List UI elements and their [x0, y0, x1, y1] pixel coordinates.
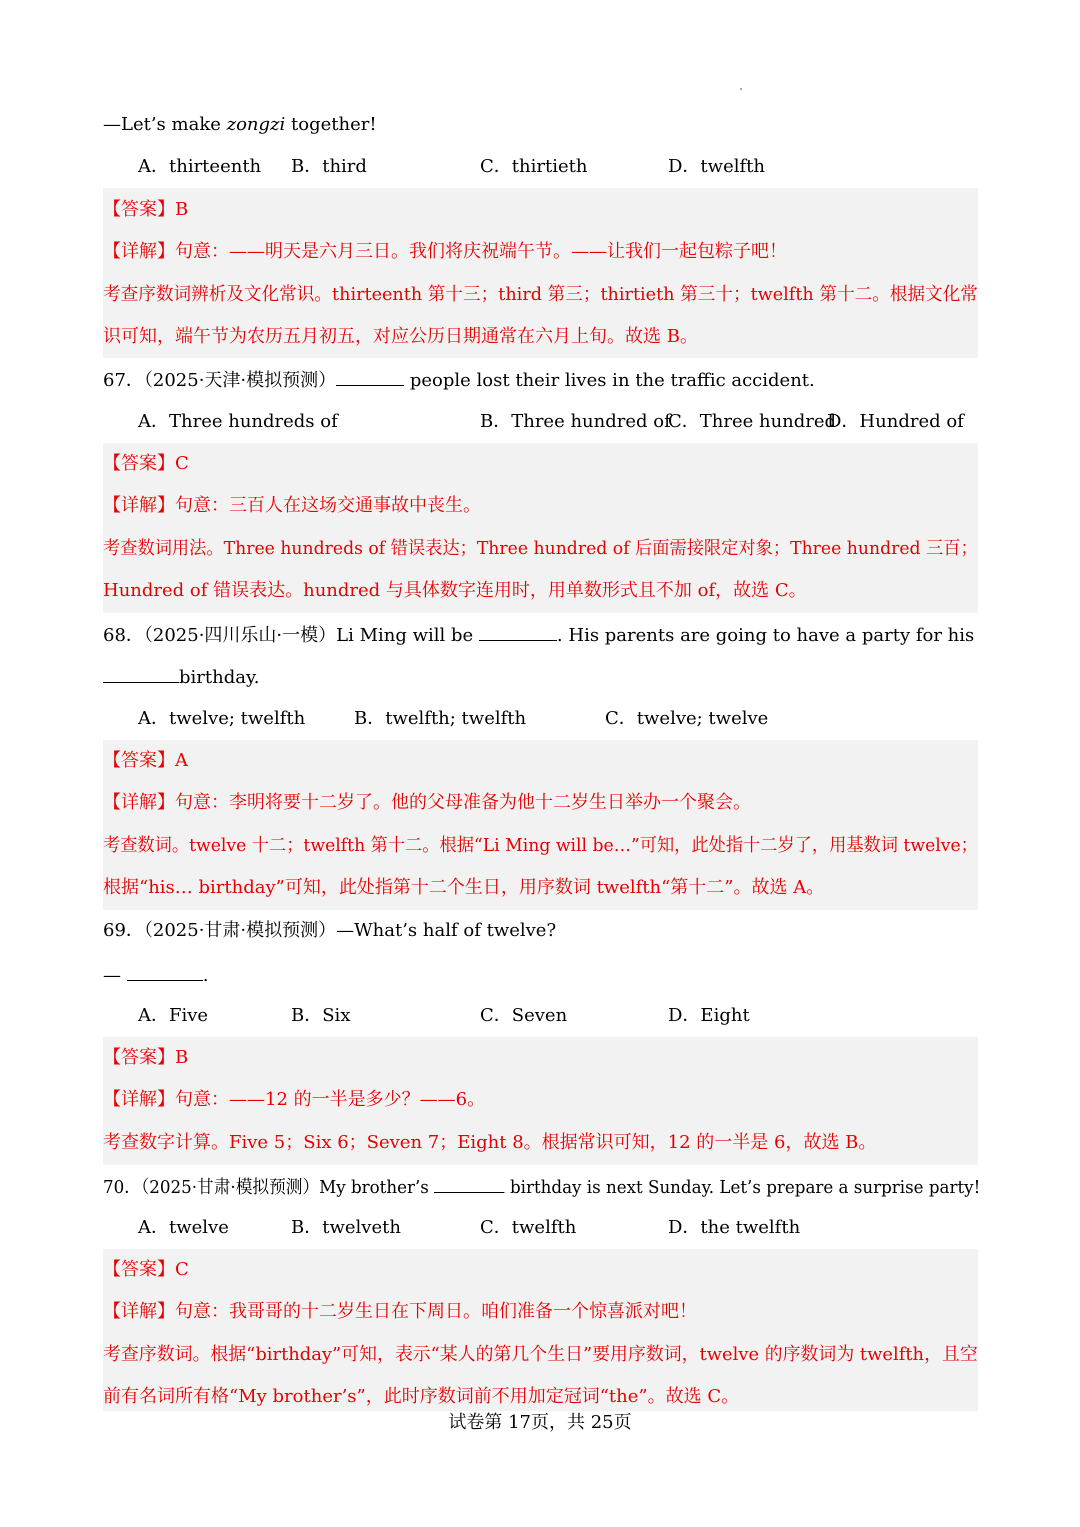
q68-option-c: C．twelve; twelve — [605, 708, 769, 729]
q70-option-b: B．twelveth — [291, 1217, 401, 1238]
q66-answer: 【答案】B — [103, 199, 189, 220]
q67-answer: 【答案】C — [103, 453, 189, 474]
q70-answer: 【答案】C — [103, 1259, 189, 1280]
answer-blank — [336, 367, 404, 386]
q70-option-a: A．twelve — [138, 1217, 229, 1238]
q70-option-d: D．the twelfth — [668, 1217, 801, 1238]
q66-stem-line: —Let’s make zongzi together! — [103, 114, 377, 135]
q67-explain-line1: 考查数词用法。Three hundreds of 错误表达；Three hundred of 后面需接限定对象；Three hundred 三百； — [103, 538, 978, 559]
q69-answer: 【答案】B — [103, 1047, 189, 1068]
q70-stem: 70．（2025·甘肃·模拟预测）My brother’s birthday is next Sunday. Let’s prepare a surprise party! — [103, 1174, 980, 1200]
q67-option-d: D．Hundred of — [827, 411, 964, 432]
q66-option-a: A．thirteenth — [138, 156, 262, 177]
q69-reply: — . — [103, 962, 208, 988]
q67-explain-line2: Hundred of 错误表达。hundred 与具体数字连用时，用单数形式且不加 of，故选 C。 — [103, 580, 807, 601]
q70-answer-block — [103, 1249, 978, 1411]
q69-answer-block — [103, 1037, 978, 1165]
answer-blank — [479, 622, 557, 641]
q67-answer-block — [103, 443, 978, 613]
q67-stem: 67．（2025·天津·模拟预测） people lost their lives in the traffic accident. — [103, 367, 815, 393]
answer-blank — [434, 1174, 504, 1193]
q70-detail: 【详解】句意：我哥哥的十二岁生日在下周日。咱们准备一个惊喜派对吧！ — [103, 1301, 697, 1322]
q66-explain-line1: 考查序数词辨析及文化常识。thirteenth 第十三；third 第三；thirtieth 第三十；twelfth 第十二。根据文化常 — [103, 284, 978, 305]
q66-option-d: D．twelfth — [668, 156, 765, 177]
answer-blank — [127, 962, 203, 981]
q67-option-a: A．Three hundreds of — [138, 411, 338, 432]
q69-stem: 69．（2025·甘肃·模拟预测）—What’s half of twelve? — [103, 920, 557, 941]
q68-explain-line1: 考查数词。twelve 十二；twelfth 第十二。根据“Li Ming will be…”可知，此处指十二岁了，用基数词 twelve； — [103, 835, 978, 856]
q70-explain-line2: 前有名词所有格“My brother’s”，此时序数词前不用加定冠词“the”。故选 C。 — [103, 1386, 740, 1407]
q66-option-c: C．thirtieth — [480, 156, 588, 177]
q67-option-b: B．Three hundred of — [480, 411, 671, 432]
q66-explain-line2: 识可知，端午节为农历五月初五，对应公历日期通常在六月上旬。故选 B。 — [103, 326, 698, 347]
q68-option-a: A．twelve; twelfth — [138, 708, 306, 729]
q68-stem: 68．（2025·四川乐山·一模）Li Ming will be . His parents are going to have a party for his — [103, 622, 974, 648]
q69-explain-line1: 考查数字计算。Five 5；Six 6；Seven 7；Eight 8。根据常识可知，12 的一半是 6，故选 B。 — [103, 1132, 877, 1153]
q70-option-c: C．twelfth — [480, 1217, 577, 1238]
q69-option-c: C．Seven — [480, 1005, 568, 1026]
q67-option-c: C．Three hundred — [668, 411, 837, 432]
q66-detail: 【详解】句意：——明天是六月三日。我们将庆祝端午节。——让我们一起包粽子吧！ — [103, 241, 787, 262]
q70-explain-line1: 考查序数词。根据“birthday”可知，表示“某人的第几个生日”要用序数词，twelve 的序数词为 twelfth，且空 — [103, 1344, 978, 1365]
q66-answer-block — [103, 188, 978, 358]
scan-speck — [740, 88, 742, 90]
page-footer: 试卷第 17页，共 25页 — [448, 1412, 632, 1433]
q68-answer-block — [103, 740, 978, 910]
q68-answer: 【答案】A — [103, 750, 188, 771]
q69-option-d: D．Eight — [668, 1005, 750, 1026]
q68-stem-line2: birthday. — [103, 664, 259, 690]
q69-option-a: A．Five — [138, 1005, 209, 1026]
q68-detail: 【详解】句意：李明将要十二岁了。他的父母准备为他十二岁生日举办一个聚会。 — [103, 792, 751, 813]
q69-detail: 【详解】句意：——12 的一半是多少？——6。 — [103, 1089, 486, 1110]
answer-blank — [103, 664, 179, 683]
q67-detail: 【详解】句意：三百人在这场交通事故中丧生。 — [103, 495, 481, 516]
q66-option-b: B．third — [291, 156, 367, 177]
q69-option-b: B．Six — [291, 1005, 351, 1026]
q68-explain-line2: 根据“his… birthday”可知，此处指第十二个生日，用序数词 twelfth“第十二”。故选 A。 — [103, 877, 825, 898]
q68-option-b: B．twelfth; twelfth — [354, 708, 527, 729]
